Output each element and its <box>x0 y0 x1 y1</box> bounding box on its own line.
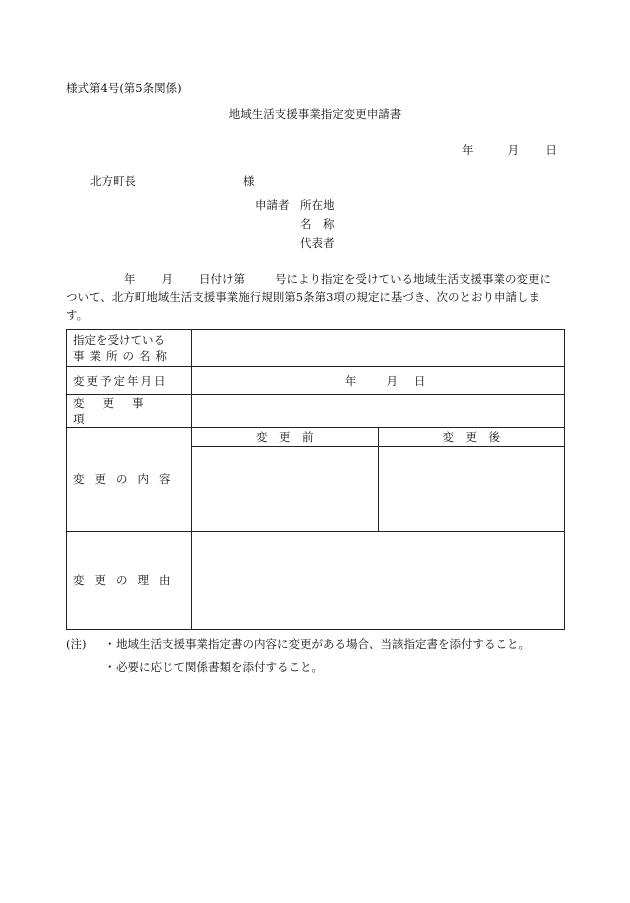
before-change-header: 変 更 前 <box>192 428 378 447</box>
note-item: 地域生活支援事業指定書の内容に変更がある場合、当該指定書を添付すること。 <box>116 637 530 651</box>
applicant-name-label: 名 称 <box>300 217 335 231</box>
application-body-text <box>66 270 566 324</box>
body-line-3: す。 <box>66 308 89 322</box>
office-name-label-line1: 指定を受けている <box>73 333 165 347</box>
applicant-representative-label: 代表者 <box>300 236 335 250</box>
change-content-label: 変更の内容 <box>67 428 192 532</box>
before-change-field[interactable] <box>192 447 378 531</box>
application-form-table <box>66 329 565 630</box>
body-number-text: 号により指定を受けている地域生活支援事業の変更に <box>275 272 551 286</box>
planned-date-year: 年 <box>344 373 357 388</box>
form-number: 様式第4号(第5条関係) <box>66 81 182 95</box>
change-content-cell <box>192 428 565 532</box>
addressee-name: 北方町長 <box>90 174 136 188</box>
applicant-address-label: 所在地 <box>300 198 335 212</box>
addressee-honorific: 様 <box>243 174 255 188</box>
date-year: 年 <box>462 143 474 157</box>
office-name-label <box>67 330 192 367</box>
change-items-field[interactable] <box>192 395 565 428</box>
office-name-field[interactable] <box>192 330 565 367</box>
planned-date-label: 変更予定年月日 <box>67 367 192 395</box>
planned-date-month: 月 <box>386 373 398 388</box>
planned-date-day: 日 <box>413 373 426 388</box>
after-change-header: 変 更 後 <box>378 428 564 447</box>
body-line-2: ついて、北方町地域生活支援事業施行規則第5条第3項の規定に基づき、次のとおり申請しま <box>66 290 540 304</box>
notes <box>66 633 530 679</box>
date-month: 月 <box>507 143 520 157</box>
change-content-subtable <box>192 428 564 531</box>
submission-date <box>462 142 557 158</box>
change-items-label: 変更事項 <box>67 395 192 428</box>
bullet-icon: ・ <box>104 637 116 651</box>
date-day: 日 <box>545 143 557 157</box>
note-item: 必要に応じて関係書類を添付すること。 <box>116 660 323 674</box>
bullet-icon: ・ <box>104 660 116 674</box>
document-title: 地域生活支援事業指定変更申請書 <box>228 107 402 121</box>
after-change-field[interactable] <box>378 447 564 531</box>
applicant-label: 申請者 <box>255 198 290 212</box>
change-reason-field[interactable] <box>192 531 565 629</box>
office-name-label-line2: 事業所の名称 <box>73 349 172 363</box>
body-month: 月 <box>161 272 173 286</box>
planned-date-field[interactable] <box>192 367 565 395</box>
body-year: 年 <box>124 272 136 286</box>
change-reason-label: 変更の理由 <box>67 531 192 629</box>
body-dated: 日付け第 <box>199 272 245 286</box>
notes-lead: (注) <box>66 637 87 651</box>
